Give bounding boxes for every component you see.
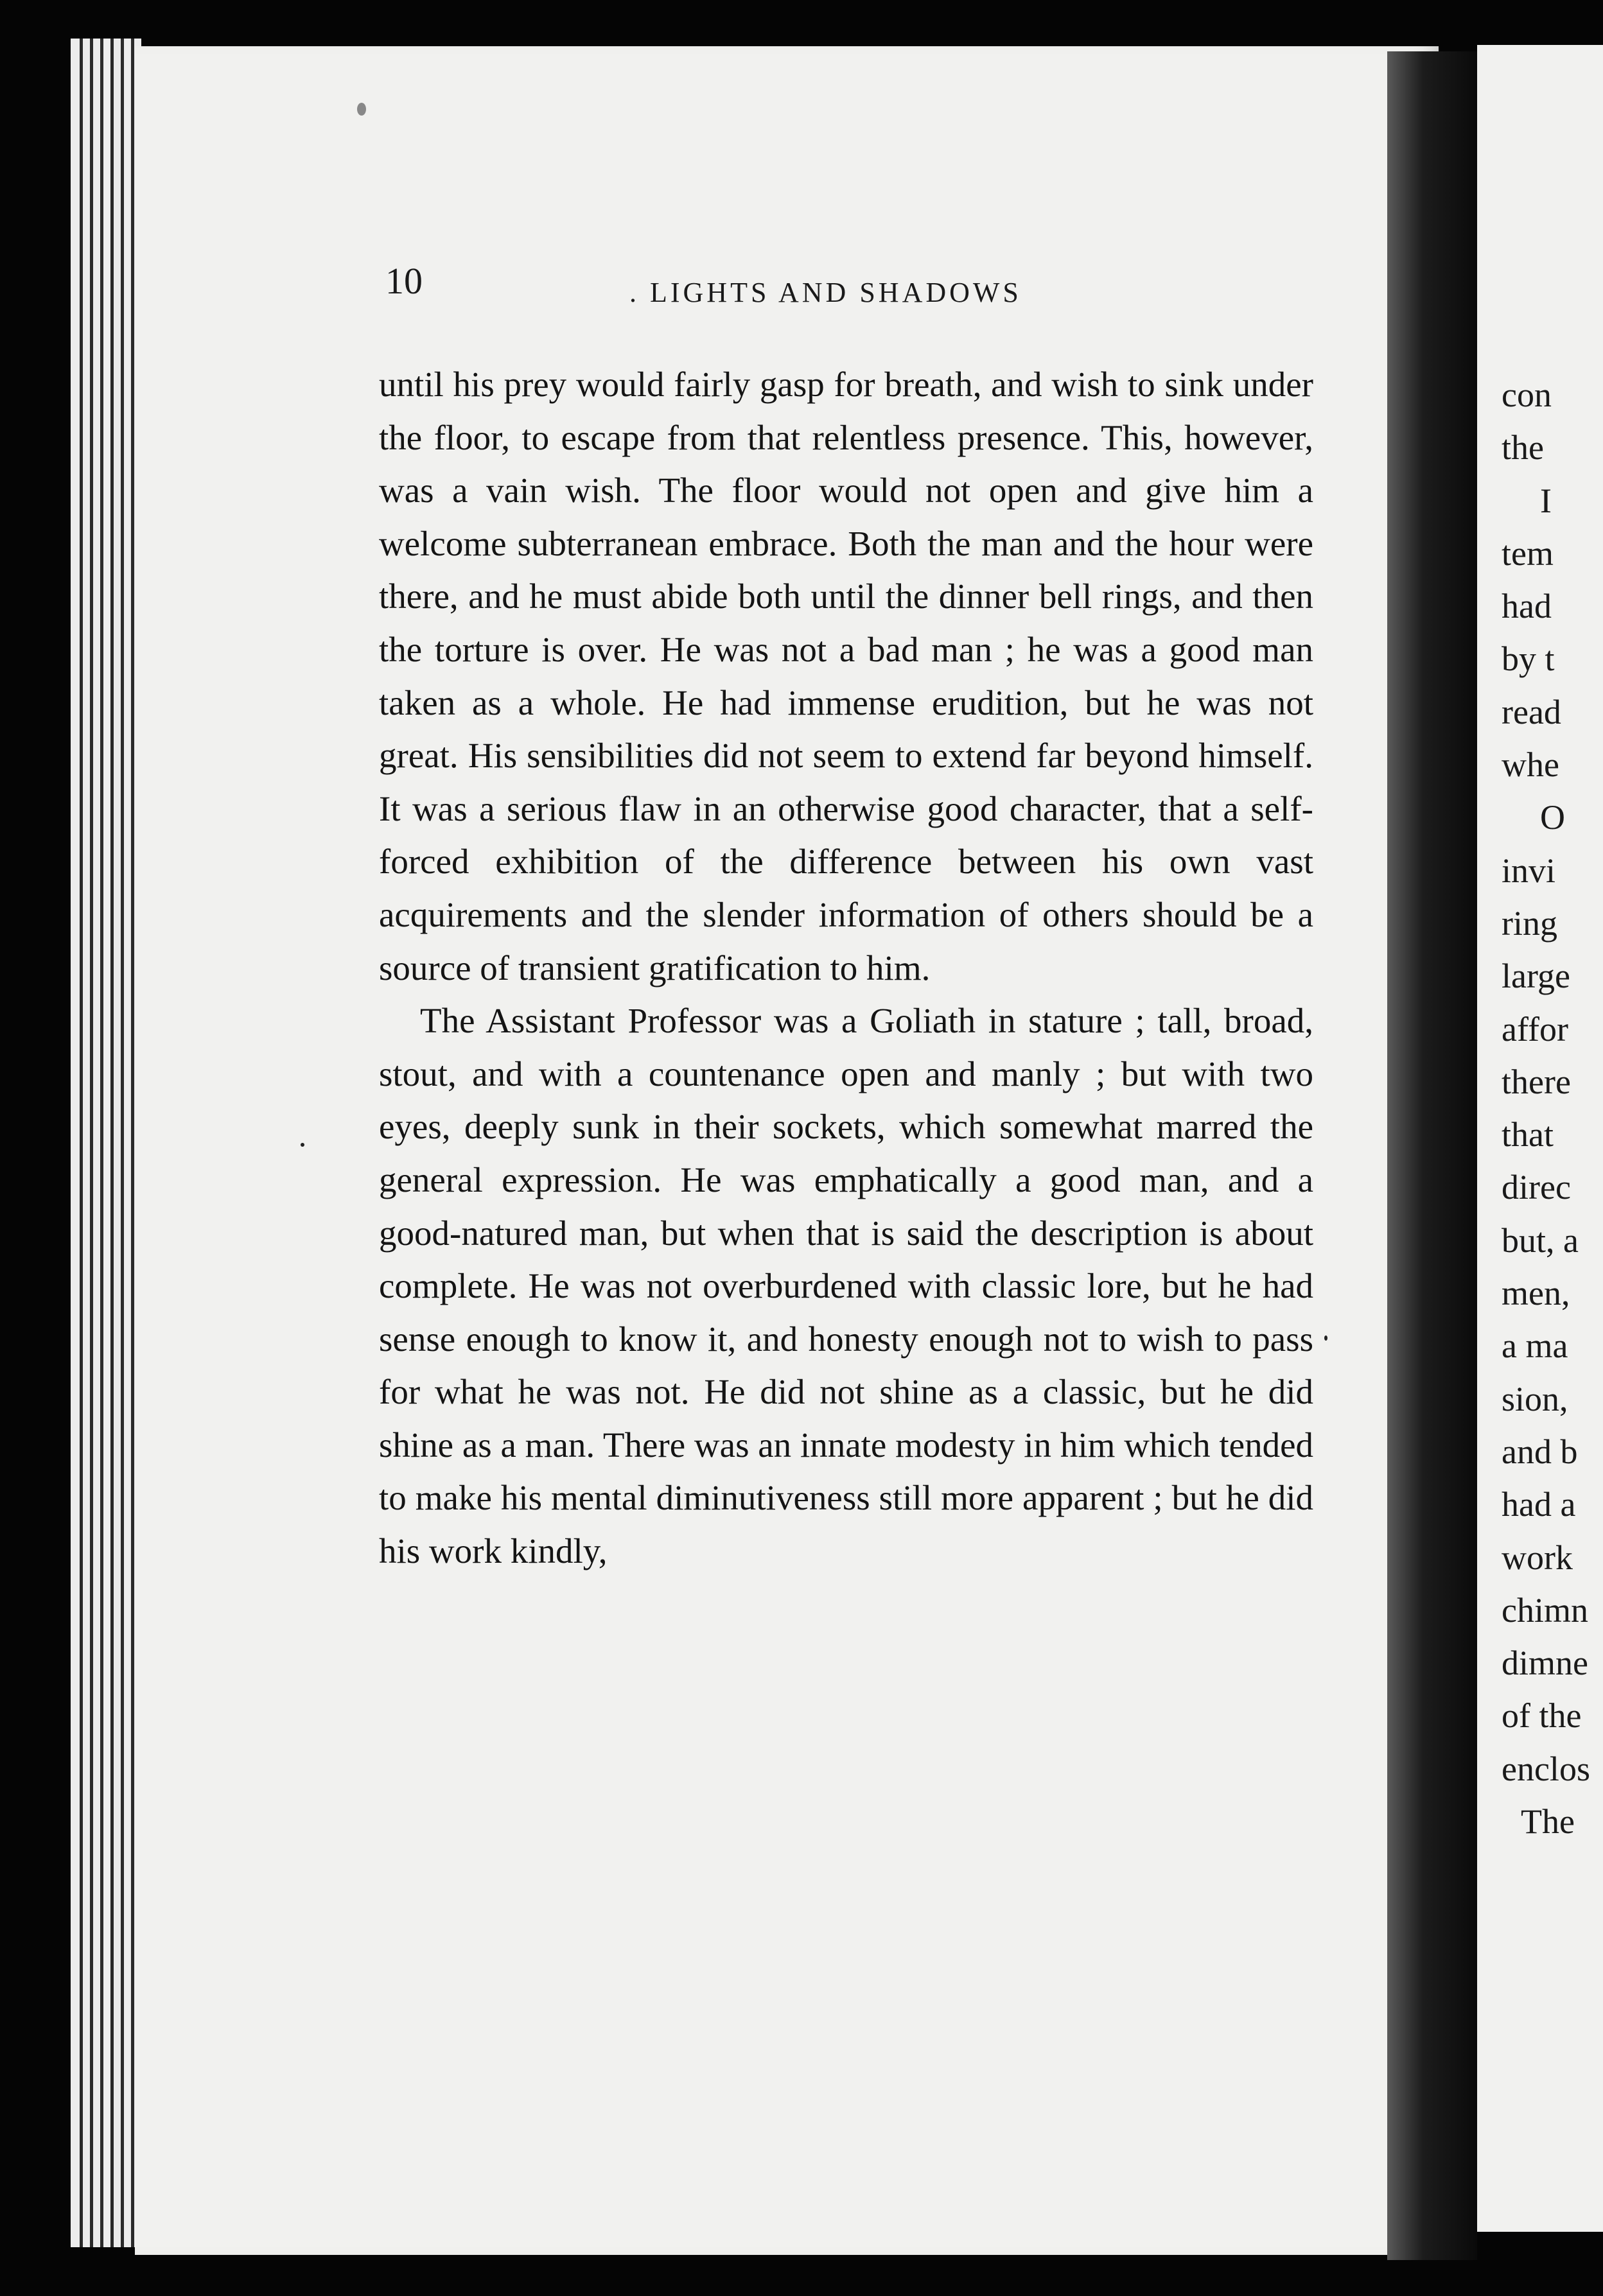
facing-line: of the: [1502, 1696, 1582, 1735]
facing-line: invi: [1502, 851, 1556, 890]
facing-line: tem: [1502, 534, 1554, 573]
facing-line: a ma: [1502, 1326, 1568, 1366]
facing-line: chimn: [1502, 1590, 1588, 1630]
facing-line: ring: [1502, 903, 1557, 943]
facing-line: by t: [1502, 639, 1555, 679]
body-text: [379, 358, 1313, 1578]
facing-line: that: [1502, 1115, 1554, 1154]
book-gutter: [1387, 51, 1477, 2260]
facing-line: whe: [1502, 745, 1559, 785]
facing-line: I: [1540, 481, 1552, 520]
facing-line: enclos: [1502, 1749, 1590, 1788]
facing-line: there: [1502, 1062, 1571, 1101]
speck: [301, 1143, 304, 1147]
page-number: 10: [385, 260, 423, 302]
facing-line: con: [1502, 376, 1552, 414]
facing-line: read: [1502, 692, 1561, 731]
facing-line: affor: [1502, 1009, 1568, 1048]
facing-line: O: [1540, 798, 1565, 837]
facing-line: work: [1502, 1538, 1573, 1577]
speck: [357, 103, 366, 116]
facing-line: the: [1502, 428, 1544, 467]
facing-line: had a: [1502, 1485, 1576, 1524]
speck: [1324, 1335, 1327, 1341]
facing-line: but, a: [1502, 1221, 1579, 1260]
page-edges: [71, 39, 141, 2247]
facing-line: men,: [1502, 1274, 1570, 1313]
facing-line: direc: [1502, 1168, 1571, 1207]
facing-line: dimne: [1502, 1644, 1588, 1683]
running-head: . LIGHTS AND SHADOWS: [629, 277, 1022, 308]
paragraph: The Assistant Professor was a Goliath in stature ; tall, broad, stout, and with a countenance open and manly ; but with two eyes, deeply sunk in their sockets, which somewhat marred the general expression. He was emphatically a good man, and a good-natured man, but when that is said the description is about complete. He was not overburdened with classic lore, but he had sense enough to know it, and honesty enough not to wish to pass for what he was not. He did not shine as a classic, but he did shine as a man. There was an innate modesty in him which tended to make his mental diminutiveness still more apparent ; but he did his work kindly,: [379, 1001, 1313, 1571]
facing-line: large: [1502, 957, 1570, 996]
paragraph: until his prey would fairly gasp for breath, and wish to sink under the floor, to escape from that relentless presence. This, however, was a vain wish. The floor would not open and give him a welcome subterranean embrace. Both the man and the hour were there, and he must abide both until the dinner bell rings, and then the torture is over. He was not a bad man ; he was a good man taken as a whole. He had immense erudition, but he was not great. His sensibilities did not seem to extend far beyond himself. It was a serious flaw in an otherwise good character, that a self-forced exhibition of the difference between his own vast acquirements and the slender information of others should be a source of transient gratification to him.: [379, 365, 1313, 987]
facing-line: and b: [1502, 1432, 1578, 1471]
page-header: [385, 260, 1349, 316]
facing-line: sion,: [1502, 1379, 1568, 1418]
facing-line: The: [1521, 1802, 1575, 1841]
facing-page-text: [1502, 369, 1603, 1848]
facing-line: had: [1502, 587, 1552, 626]
